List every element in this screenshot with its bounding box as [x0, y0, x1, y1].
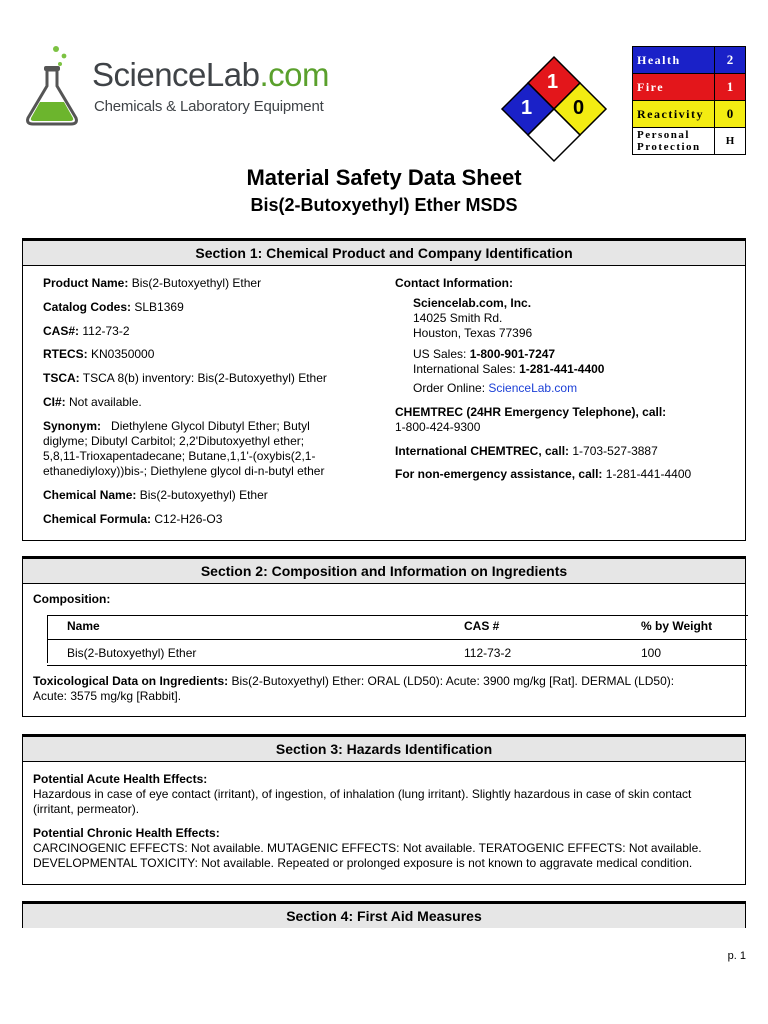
chronic-health-effects: Potential Chronic Health Effects: CARCINOGENIC EFFECTS: Not available. MUTAGENIC EFFECTS: Not available. TERATOGENIC EFFECTS: Not available. DEVELOPMENTAL TOXICITY: Not available. Repeated or prolonged exposure is not known to aggravate medical condition. [33, 826, 702, 870]
sales-phones: US Sales: 1-800-901-7247 International Sales: 1-281-441-4400 [413, 347, 605, 376]
document-subtitle: Bis(2-Butoxyethyl) Ether MSDS [250, 195, 518, 215]
section-3 [22, 734, 746, 885]
hmis-health-row: Health 2 [633, 47, 746, 74]
order-online: Order Online: ScienceLab.com [413, 381, 578, 395]
chemical-formula: Chemical Formula: C12-H26-O3 [43, 512, 223, 526]
intl-chemtrec: International CHEMTREC, call: 1-703-527-3887 [395, 444, 658, 458]
sciencelab-logo [20, 40, 329, 130]
hmis-reactivity-row: Reactivity 0 [633, 101, 746, 128]
section-4 [22, 901, 746, 928]
section-3-heading: Section 3: Hazards Identification [23, 735, 745, 762]
flask-icon [20, 42, 90, 128]
product-name: Product Name: Bis(2-Butoxyethyl) Ether [43, 276, 262, 290]
composition-label: Composition: [33, 592, 111, 606]
document-title: Material Safety Data Sheet [246, 165, 522, 190]
section-1 [22, 238, 746, 541]
table-header-row: Name CAS # % by Weight [47, 613, 747, 640]
catalog-codes: Catalog Codes: SLB1369 [43, 300, 184, 314]
toxicological-data: Toxicological Data on Ingredients: Bis(2-Butoxyethyl) Ether: ORAL (LD50): Acute: 3900 mg/kg [Rat]. DERMAL (LD50): Acute: 3575 mg/kg [Rabbit]. [33, 674, 675, 703]
rtecs: RTECS: KN0350000 [43, 347, 155, 361]
section-2 [22, 556, 746, 717]
non-emergency: For non-emergency assistance, call: 1-281-441-4400 [395, 467, 692, 481]
chemtrec: CHEMTREC (24HR Emergency Telephone), call: 1-800-424-9300 [395, 405, 667, 434]
tsca: TSCA: TSCA 8(b) inventory: Bis(2-Butoxyethyl) Ether [43, 371, 327, 385]
hmis-protection-row: Personal Protection H [633, 128, 746, 155]
sciencelab-link[interactable]: ScienceLab.com [488, 381, 578, 395]
brand-tagline: Chemicals & Laboratory Equipment [94, 98, 324, 115]
page-number: p. 1 [727, 950, 746, 962]
section-4-heading: Section 4: First Aid Measures [23, 902, 745, 928]
composition-table [47, 613, 747, 666]
nfpa-reactivity: 0 [573, 97, 585, 119]
section-1-heading: Section 1: Chemical Product and Company Identification [23, 239, 745, 266]
contact-info-label: Contact Information: [395, 276, 513, 290]
nfpa-fire: 1 [547, 71, 559, 93]
nfpa-health: 1 [521, 97, 533, 119]
hmis-rating-table [632, 46, 746, 155]
synonym: Synonym: Diethylene Glycol Dibutyl Ether; Butyl diglyme; Dibutyl Carbitol; 2,2'Dibutoxyethyl ether; 5,8,11-Trioxapentadecane; Butane,1,1'-(oxybis(2,1- ethanediyloxy))bis-; Diethylene glycol di-n-butyl ether [43, 419, 325, 478]
brand-name: ScienceLab.com [92, 56, 329, 93]
acute-health-effects: Potential Acute Health Effects: Hazardous in case of eye contact (irritant), of ingestion, of inhalation (lung irritant). Slightly hazardous in case of skin contact (irritant, permeator). [33, 772, 692, 816]
hmis-fire-row: Fire 1 [633, 74, 746, 101]
nfpa-diamond [500, 55, 608, 163]
chemical-name: Chemical Name: Bis(2-butoxyethyl) Ether [43, 488, 268, 502]
ci-number: CI#: Not available. [43, 395, 142, 409]
cas-number: CAS#: 112-73-2 [43, 324, 130, 338]
section-2-heading: Section 2: Composition and Information on Ingredients [23, 557, 745, 584]
table-row: Bis(2-Butoxyethyl) Ether 112-73-2 100 [47, 640, 747, 666]
company-address: Sciencelab.com, Inc. 14025 Smith Rd. Houston, Texas 77396 [413, 296, 533, 340]
